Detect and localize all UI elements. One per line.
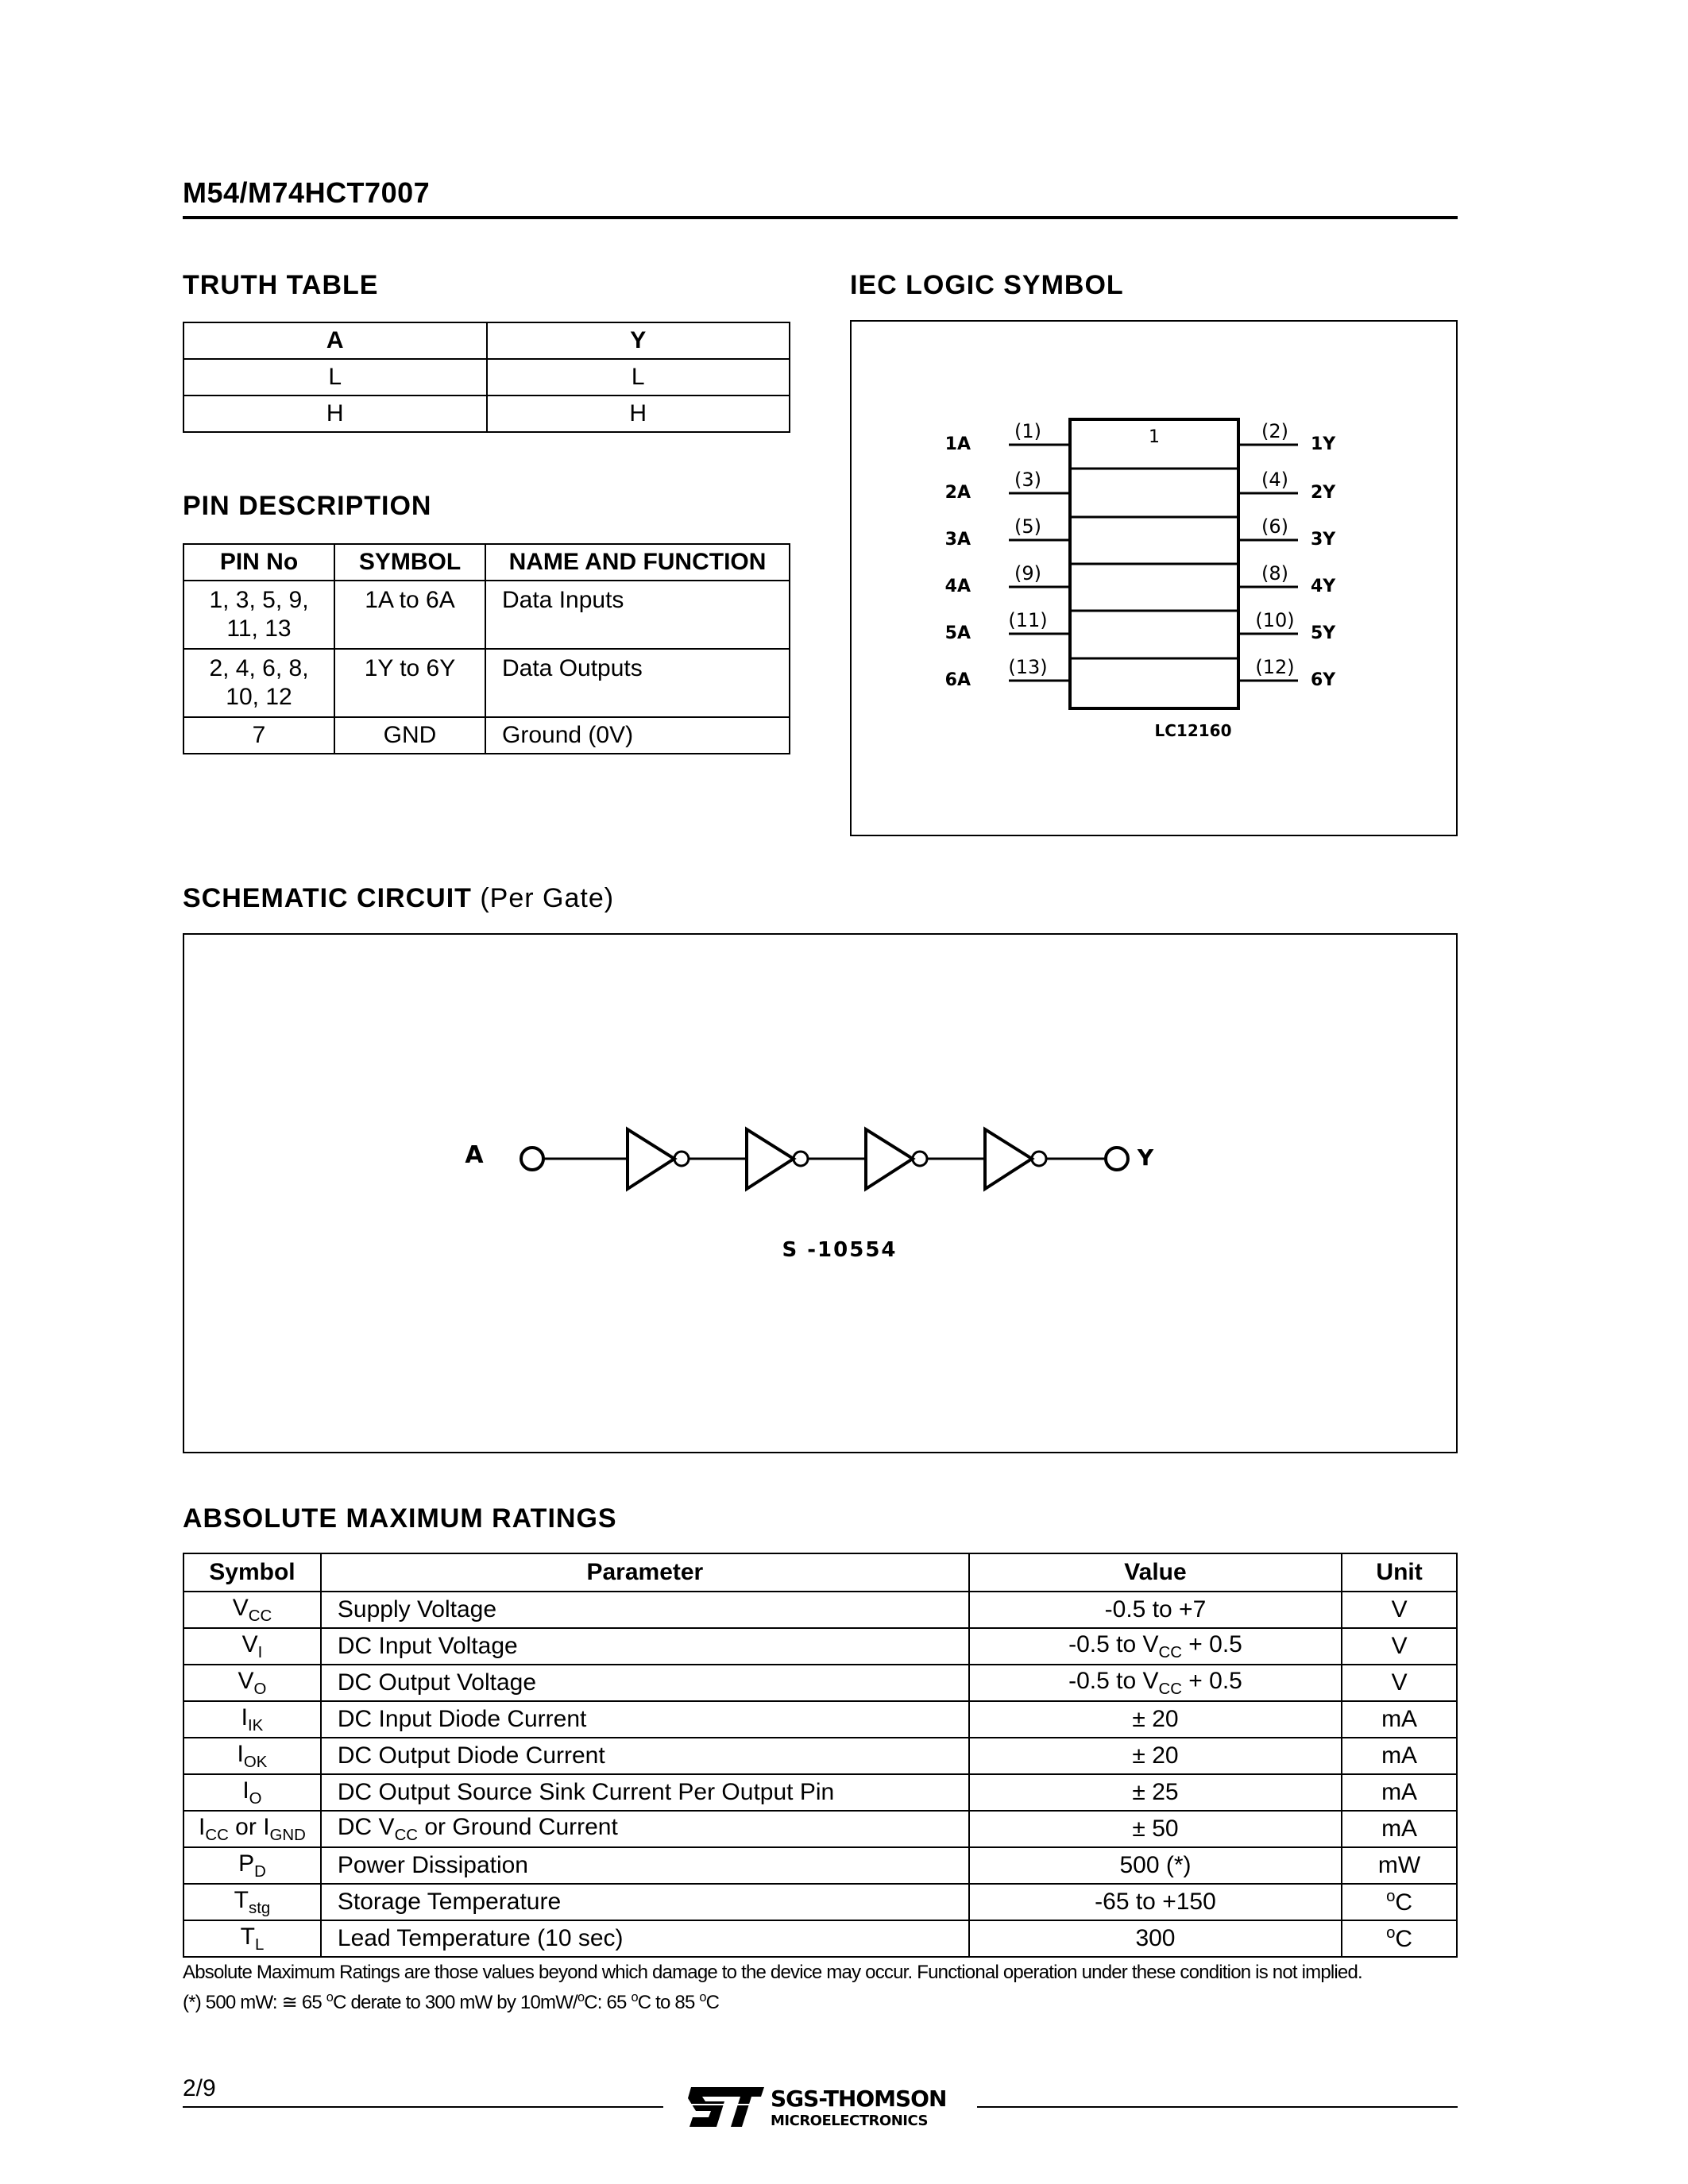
parameter-cell: DC Output Source Sink Current Per Output Pin xyxy=(321,1774,969,1811)
inverter-2 xyxy=(747,1129,808,1189)
note-text: C: 65 xyxy=(584,1992,632,2013)
symbol-subscript: O xyxy=(249,1789,262,1808)
input-name: 1A xyxy=(944,434,971,454)
footer-rule-left xyxy=(183,2106,663,2108)
value-cell: ± 25 xyxy=(969,1774,1342,1811)
brand-name: SGS-THOMSON xyxy=(771,2086,947,2112)
symbol-subscript: L xyxy=(254,1935,265,1954)
truth-table-heading: TRUTH TABLE xyxy=(183,270,379,300)
value-text: + 0.5 xyxy=(1181,1667,1242,1694)
symbol-cell: 1A to 6A xyxy=(334,581,485,649)
inverter-3 xyxy=(866,1129,927,1189)
table-row xyxy=(183,1701,1457,1738)
symbol-text: I xyxy=(237,1740,244,1767)
unit-text: C xyxy=(1395,1889,1413,1916)
schematic-frame xyxy=(183,933,1458,1453)
unit-text: C xyxy=(1395,1926,1413,1952)
symbol-text: I xyxy=(242,1777,249,1804)
input-pin-number: (11) xyxy=(1008,609,1048,631)
unit-cell: mW xyxy=(1342,1847,1457,1884)
symbol-text: V xyxy=(238,1667,254,1694)
table-row xyxy=(183,1811,1457,1847)
table-row xyxy=(183,1884,1457,1920)
value-cell: ± 20 xyxy=(969,1738,1342,1774)
symbol-cell xyxy=(183,1884,321,1920)
input-name: 3A xyxy=(944,530,971,550)
symbol-cell xyxy=(183,1847,321,1884)
output-name: 2Y xyxy=(1311,483,1336,503)
function-cell: Data Inputs xyxy=(485,581,790,649)
value-cell xyxy=(969,1628,1342,1665)
input-terminal-label: A xyxy=(465,1141,484,1169)
brand-subtitle: MICROELECTRONICS xyxy=(771,2113,928,2129)
unit-superscript: o xyxy=(1386,1924,1396,1942)
unit-cell: V xyxy=(1342,1665,1457,1701)
page-number: 2/9 xyxy=(183,2075,216,2101)
unit-cell: mA xyxy=(1342,1738,1457,1774)
value-text: + 0.5 xyxy=(1181,1630,1242,1657)
schematic-heading-text: SCHEMATIC CIRCUIT xyxy=(183,883,472,913)
power-derating-note xyxy=(183,1990,719,2014)
parameter-cell: DC Input Diode Current xyxy=(321,1701,969,1738)
symbol-cell xyxy=(183,1774,321,1811)
unit-cell: mA xyxy=(1342,1774,1457,1811)
input-terminal xyxy=(521,1148,543,1170)
symbol-cell xyxy=(183,1811,321,1847)
truth-table xyxy=(183,322,790,433)
inverter-triangle xyxy=(747,1129,794,1189)
parameter-cell xyxy=(321,1811,969,1847)
st-logo-icon xyxy=(685,2081,959,2132)
value-cell xyxy=(969,1665,1342,1701)
value-cell: ± 50 xyxy=(969,1811,1342,1847)
table-row xyxy=(183,717,790,754)
parameter-text: DC V xyxy=(337,1813,395,1840)
value-cell: -0.5 to +7 xyxy=(969,1592,1342,1628)
pin-description-heading: PIN DESCRIPTION xyxy=(183,491,432,521)
note-text: C xyxy=(705,1992,720,2013)
parameter-cell: Storage Temperature xyxy=(321,1884,969,1920)
symbol-cell xyxy=(183,1701,321,1738)
output-terminal xyxy=(1106,1148,1128,1170)
symbol-cell: 1Y to 6Y xyxy=(334,649,485,717)
symbol-subscript: I xyxy=(257,1643,263,1661)
pin-number-cell: 7 xyxy=(183,717,334,754)
st-mark-icon xyxy=(688,2087,764,2127)
value-text: -0.5 to V xyxy=(1068,1630,1159,1657)
table-row xyxy=(183,1628,1457,1665)
value-cell: -65 to +150 xyxy=(969,1884,1342,1920)
symbol-subscript: D xyxy=(254,1862,266,1881)
input-name: 4A xyxy=(944,577,971,596)
table-header-row xyxy=(183,544,790,581)
pin-number-cell xyxy=(183,581,334,649)
note-text: C derate to 300 mW by 10mW/ xyxy=(333,1992,577,2013)
note-text: (*) 500 mW: ≅ 65 xyxy=(183,1992,326,2013)
iec-logic-symbol-diagram xyxy=(852,322,1456,835)
parameter-cell: Lead Temperature (10 sec) xyxy=(321,1920,969,1957)
iec-symbol-frame xyxy=(850,320,1458,836)
input-name: 6A xyxy=(944,670,971,690)
table-cell: H xyxy=(487,396,790,432)
schematic-diagram xyxy=(184,935,1456,1452)
symbol-cell xyxy=(183,1628,321,1665)
output-name: 1Y xyxy=(1311,434,1336,454)
inverter-triangle xyxy=(628,1129,674,1189)
schematic-heading-sub: (Per Gate) xyxy=(480,883,615,913)
parameter-cell: Power Dissipation xyxy=(321,1847,969,1884)
symbol-subscript: O xyxy=(253,1680,267,1698)
output-pin-number: (12) xyxy=(1255,656,1295,678)
parameter-cell: DC Output Diode Current xyxy=(321,1738,969,1774)
table-row xyxy=(183,581,790,649)
symbol-text: I xyxy=(199,1813,206,1840)
value-cell: 500 (*) xyxy=(969,1847,1342,1884)
symbol-text: T xyxy=(240,1923,255,1950)
value-cell: 300 xyxy=(969,1920,1342,1957)
column-header: SYMBOL xyxy=(334,544,485,581)
symbol-cell xyxy=(183,1738,321,1774)
pin-number-line: 2, 4, 6, 8, xyxy=(209,655,309,681)
ratings-heading: ABSOLUTE MAXIMUM RATINGS xyxy=(183,1503,617,1534)
symbol-subscript: stg xyxy=(249,1899,271,1917)
symbol-text: or I xyxy=(228,1813,270,1840)
table-header-row xyxy=(183,322,790,359)
unit-superscript: o xyxy=(1386,1888,1396,1905)
input-pin-number: (3) xyxy=(1014,469,1041,491)
pin-number-line: 11, 13 xyxy=(226,615,292,642)
output-name: 6Y xyxy=(1311,670,1336,690)
symbol-subscript: OK xyxy=(243,1753,268,1771)
column-header: Parameter xyxy=(321,1553,969,1592)
block-function-label: 1 xyxy=(1149,427,1160,447)
parameter-cell: DC Input Voltage xyxy=(321,1628,969,1665)
symbol-text: T xyxy=(234,1886,249,1913)
column-header: Y xyxy=(487,322,790,359)
function-cell: Data Outputs xyxy=(485,649,790,717)
unit-cell: mA xyxy=(1342,1701,1457,1738)
table-cell: L xyxy=(487,359,790,396)
input-name: 2A xyxy=(944,483,971,503)
ratings-note: Absolute Maximum Ratings are those values beyond which damage to the device may occur. Functional operation under these condition is not implied. xyxy=(183,1962,1362,1983)
output-name: 5Y xyxy=(1311,623,1336,643)
note-text: C to 85 xyxy=(637,1992,700,2013)
table-row xyxy=(183,359,790,396)
table-header-row xyxy=(183,1553,1457,1592)
input-pin-number: (13) xyxy=(1008,656,1048,678)
symbol-cell: GND xyxy=(334,717,485,754)
column-header: Value xyxy=(969,1553,1342,1592)
column-header: NAME AND FUNCTION xyxy=(485,544,790,581)
unit-cell xyxy=(1342,1884,1457,1920)
absolute-maximum-ratings-table xyxy=(183,1553,1458,1958)
degree-mark: o xyxy=(631,1990,638,2005)
input-pin-number: (1) xyxy=(1014,420,1041,442)
value-subscript: CC xyxy=(1158,1680,1182,1698)
output-name: 3Y xyxy=(1311,530,1336,550)
column-header: A xyxy=(183,322,487,359)
column-header: PIN No xyxy=(183,544,334,581)
output-pin-number: (2) xyxy=(1261,420,1288,442)
inverter-1 xyxy=(628,1129,689,1189)
table-row xyxy=(183,1665,1457,1701)
footer-rule-right xyxy=(977,2106,1458,2108)
unit-cell: V xyxy=(1342,1592,1457,1628)
output-terminal-label: Y xyxy=(1137,1144,1154,1171)
column-header: Unit xyxy=(1342,1553,1457,1592)
inverter-triangle xyxy=(985,1129,1032,1189)
document-title: M54/M74HCT7007 xyxy=(183,176,431,209)
inverter-triangle xyxy=(866,1129,913,1189)
unit-cell xyxy=(1342,1920,1457,1957)
symbol-subscript: CC xyxy=(205,1826,229,1844)
pin-description-table xyxy=(183,543,790,754)
output-pin-number: (8) xyxy=(1261,562,1288,585)
symbol-text: V xyxy=(241,1630,258,1657)
table-row xyxy=(183,1774,1457,1811)
symbol-subscript: CC xyxy=(248,1607,272,1625)
input-pin-number: (5) xyxy=(1014,515,1041,538)
parameter-text: or Ground Current xyxy=(418,1813,618,1840)
value-text: -0.5 to V xyxy=(1068,1667,1159,1694)
symbol-cell xyxy=(183,1665,321,1701)
degree-mark: o xyxy=(577,1990,585,2005)
parameter-cell: DC Output Voltage xyxy=(321,1665,969,1701)
unit-cell: V xyxy=(1342,1628,1457,1665)
table-row xyxy=(183,1920,1457,1957)
iec-drawing-code: LC12160 xyxy=(1154,721,1232,740)
table-row xyxy=(183,396,790,432)
input-pin-number: (9) xyxy=(1014,562,1041,585)
output-pin-number: (6) xyxy=(1261,515,1288,538)
table-row xyxy=(183,1592,1457,1628)
degree-mark: o xyxy=(699,1990,706,2005)
symbol-cell xyxy=(183,1920,321,1957)
pin-number-line: 10, 12 xyxy=(226,684,292,710)
value-cell: ± 20 xyxy=(969,1701,1342,1738)
table-row xyxy=(183,1738,1457,1774)
iec-symbol-heading: IEC LOGIC SYMBOL xyxy=(850,270,1124,300)
parameter-subscript: CC xyxy=(394,1826,419,1844)
sgs-thomson-logo xyxy=(685,2081,959,2132)
pin-number-line: 1, 3, 5, 9, xyxy=(209,587,309,613)
inverter-4 xyxy=(985,1129,1046,1189)
table-row xyxy=(183,1847,1457,1884)
schematic-drawing-code: S -10554 xyxy=(782,1238,898,1262)
table-cell: L xyxy=(183,359,487,396)
symbol-text: P xyxy=(238,1850,255,1877)
title-rule xyxy=(183,216,1458,219)
input-name: 5A xyxy=(944,623,971,643)
function-cell: Ground (0V) xyxy=(485,717,790,754)
symbol-subscript: GND xyxy=(269,1826,306,1844)
symbol-cell xyxy=(183,1592,321,1628)
table-row xyxy=(183,649,790,717)
column-header: Symbol xyxy=(183,1553,321,1592)
schematic-heading xyxy=(183,883,614,914)
degree-mark: o xyxy=(326,1990,334,2005)
parameter-cell: Supply Voltage xyxy=(321,1592,969,1628)
symbol-text: I xyxy=(241,1704,248,1731)
output-name: 4Y xyxy=(1311,577,1336,596)
output-pin-number: (10) xyxy=(1255,609,1295,631)
symbol-text: V xyxy=(232,1594,249,1621)
pin-number-cell xyxy=(183,649,334,717)
value-subscript: CC xyxy=(1158,1643,1182,1661)
unit-cell: mA xyxy=(1342,1811,1457,1847)
output-pin-number: (4) xyxy=(1261,469,1288,491)
table-cell: H xyxy=(183,396,487,432)
symbol-subscript: IK xyxy=(247,1716,264,1734)
